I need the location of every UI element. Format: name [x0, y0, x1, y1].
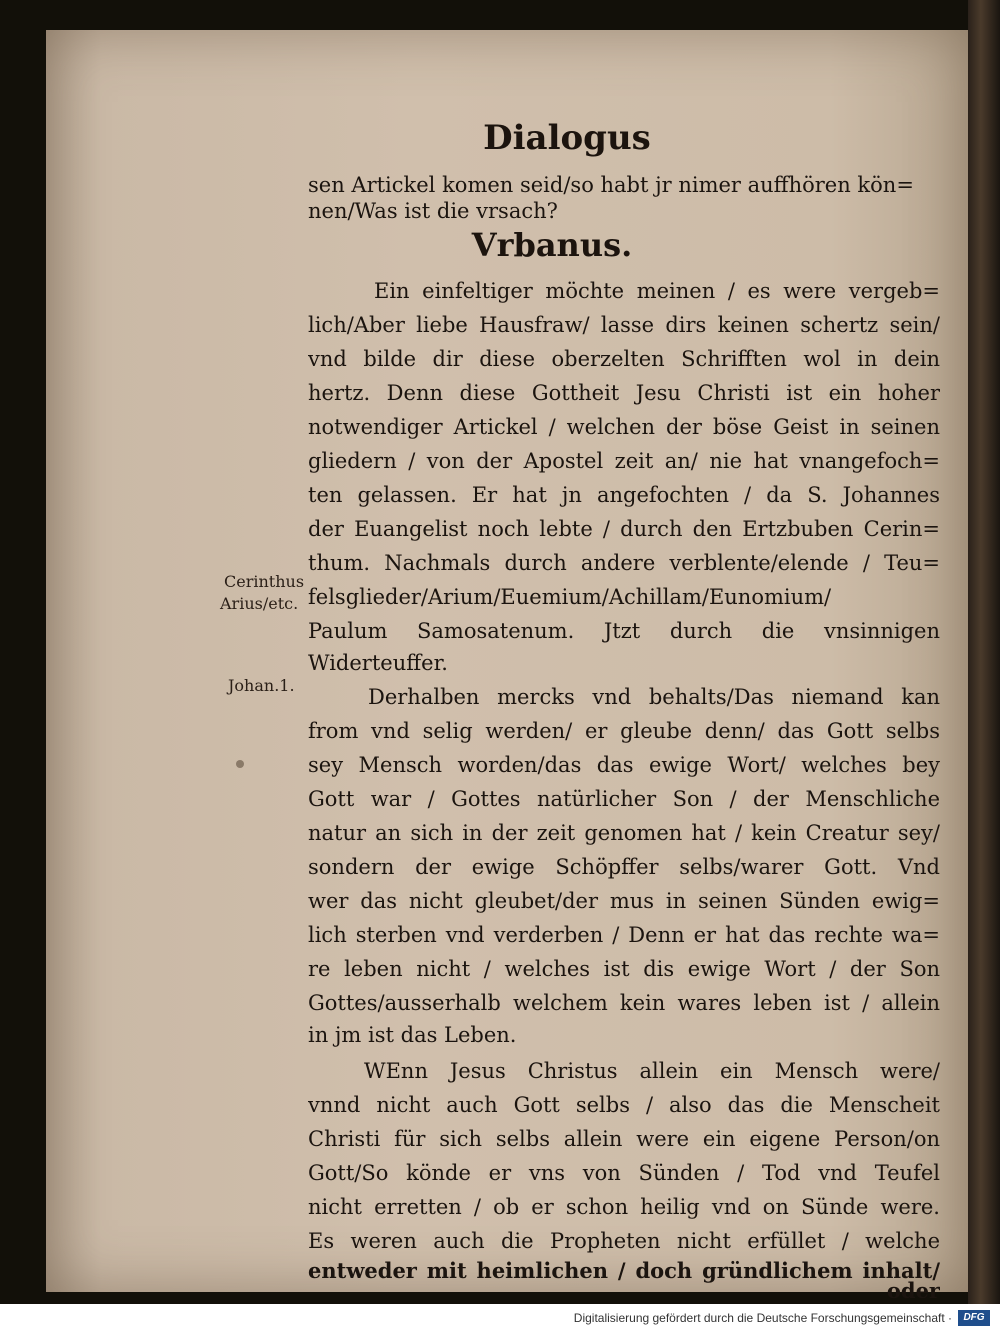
text-line: lich sterben vnd verderben / Denn er hat das rechte wa= — [308, 923, 940, 947]
margin-note: Johan.1. — [228, 676, 295, 695]
text-line: felsglieder/Arium/Euemium/Achillam/Eunomium/ — [308, 585, 832, 609]
text-line: ten gelassen. Er hat jn angefochten / da S. Johannes — [308, 483, 940, 507]
text-line: Widerteuffer. — [308, 651, 448, 675]
book-spine — [968, 0, 1000, 1304]
text-line: vnnd nicht auch Gott selbs / also das die Menscheit — [308, 1093, 940, 1117]
text-line: Christi für sich selbs allein were ein eigene Person/on — [308, 1127, 940, 1151]
text-line: nicht erretten / ob er schon heilig vnd on Sünde were. — [308, 1195, 940, 1219]
text-line: Gott war / Gottes natürlicher Son / der Menschliche — [308, 787, 940, 811]
text-line: entweder mit heimlichen / doch gründlichem inhalt/ — [308, 1258, 940, 1283]
text-line: WEnn Jesus Christus allein ein Mensch were/ — [364, 1059, 940, 1083]
text-line: gliedern / von der Apostel zeit an/ nie hat vnangefoch= — [308, 449, 940, 473]
text-line: from vnd selig werden/ er gleube denn/ das Gott selbs — [308, 719, 940, 743]
text-line: vnd bilde dir diese oberzelten Schrifften wol in dein — [308, 347, 940, 371]
book-page — [46, 30, 968, 1303]
text-line: sondern der ewige Schöpffer selbs/warer Gott. Vnd — [308, 855, 940, 879]
text-line: Es weren auch die Propheten nicht erfüllet / welche — [308, 1229, 940, 1253]
text-line: Paulum Samosatenum. Jtzt durch die vnsinnigen — [308, 619, 940, 643]
funding-credit: Digitalisierung gefördert durch die Deutsche Forschungsgemeinschaft · — [573, 1311, 952, 1325]
text-line: thum. Nachmals durch andere verblente/elende / Teu= — [308, 551, 940, 575]
footer-bar — [0, 1304, 1000, 1333]
speaker-heading: Vrbanus. — [471, 226, 633, 264]
text-line: natur an sich in der zeit genomen hat / kein Creatur sey/ — [308, 821, 940, 845]
running-head: Dialogus — [483, 118, 651, 158]
text-line: nen/Was ist die vrsach? — [308, 199, 558, 223]
text-line: sey Mensch worden/das das ewige Wort/ welches bey — [308, 753, 940, 777]
text-line: Gott/So könde er vns von Sünden / Tod vnd Teufel — [308, 1161, 940, 1185]
text-line: Gottes/ausserhalb welchem kein wares leben ist / allein — [308, 991, 940, 1015]
text-line: Ein einfeltiger möchte meinen / es were vergeb= — [374, 279, 940, 303]
paper-stain — [236, 760, 244, 768]
text-line: in jm ist das Leben. — [308, 1023, 517, 1047]
text-line: der Euangelist noch lebte / durch den Ertzbuben Cerin= — [308, 517, 940, 541]
text-line: Derhalben mercks vnd behalts/Das niemand kan — [368, 685, 940, 709]
text-line: lich/Aber liebe Hausfraw/ lasse dirs keinen schertz sein/ — [308, 313, 940, 337]
text-line: sen Artickel komen seid/so habt jr nimer auffhören kön= — [308, 173, 914, 197]
dfg-logo: DFG — [958, 1310, 990, 1326]
text-line: re leben nicht / welches ist dis ewige Wort / der Son — [308, 957, 940, 981]
margin-note: Cerinthus — [224, 572, 305, 591]
text-line: wer das nicht gleubet/der mus in seinen Sünden ewig= — [308, 889, 940, 913]
margin-note: Arius/etc. — [220, 594, 299, 613]
catchword: oder — [886, 1278, 940, 1303]
text-line: notwendiger Artickel / welchen der böse Geist in seinen — [308, 415, 940, 439]
text-line: hertz. Denn diese Gottheit Jesu Christi ist ein hoher — [308, 381, 940, 405]
